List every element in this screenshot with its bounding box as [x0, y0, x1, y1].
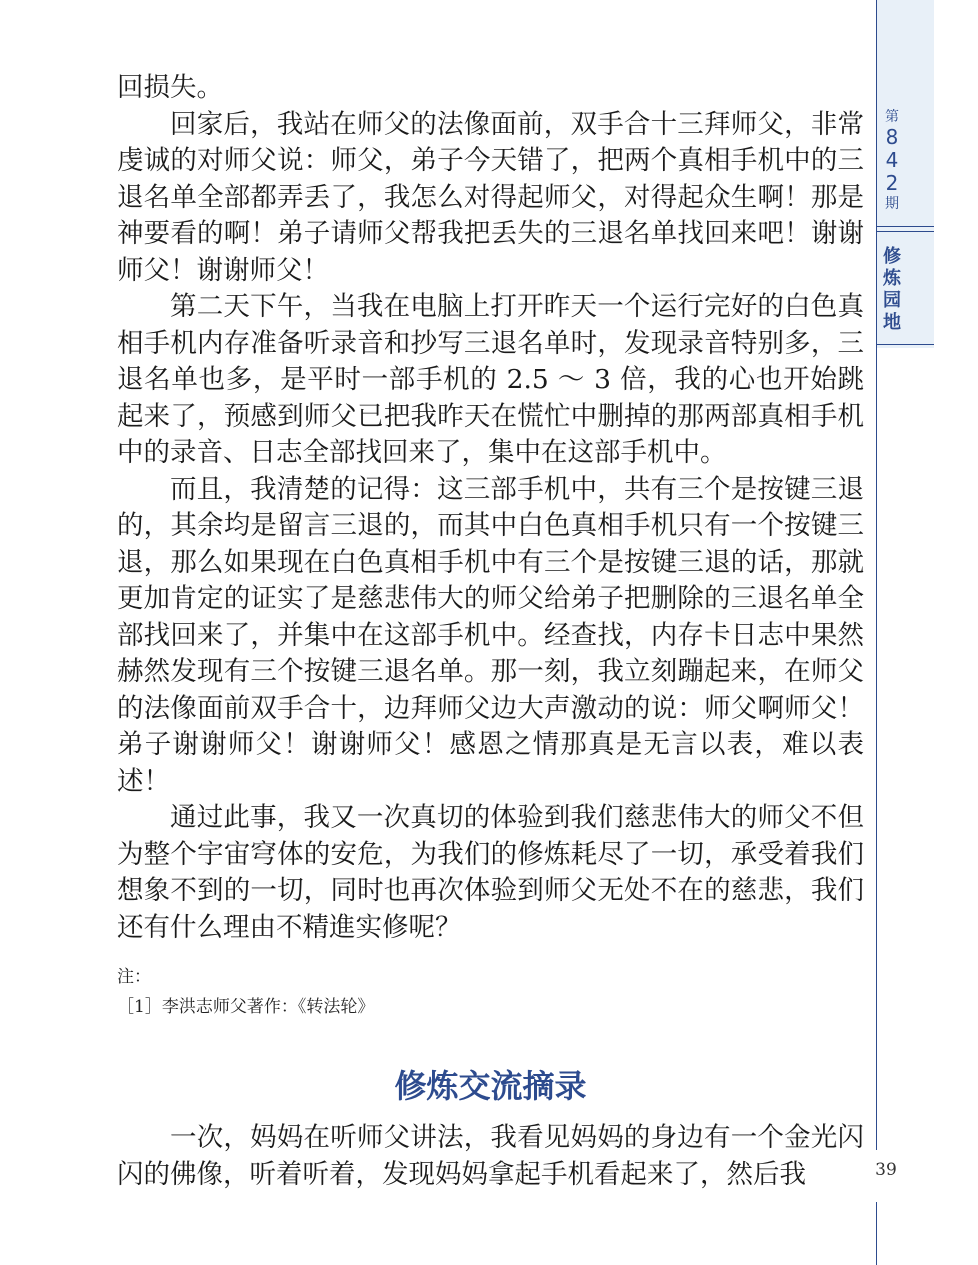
paragraph: 回损失。: [117, 72, 223, 103]
section-char: 地: [883, 312, 901, 333]
sidebar-separator: [877, 344, 934, 345]
paragraph: 一次，妈妈在听师父讲法，我看见妈妈的身边有一个金光闪闪的佛像，听着听着，发现妈妈拿起手机看起来了，然后我: [117, 1122, 864, 1190]
issue-digit: 2: [885, 171, 899, 195]
paragraph: 通过此事，我又一次真切的体验到我们慈悲伟大的师父不但为整个宇宙穹体的安危，为我们的修炼耗尽了一切，承受着我们想象不到的一切，同时也再次体验到师父无处不在的慈悲，我们还有什么理由不精進实修呢？: [117, 802, 864, 943]
paragraph: 而且，我清楚的记得：这三部手机中，共有三个是按键三退的，其余均是留言三退的，而其中白色真相手机只有一个按键三退，那么如果现在白色真相手机中有三个是按键三退的话，那就更加肯定的证实了是慈悲伟大的师父给弟子把删除的三退名单全部找回来了，并集中在这部手机中。经查找，内存卡日志中果然赫然发现有三个按键三退名单。那一刻，我立刻蹦起来，在师父的法像面前双手合十，边拜师父边大声激动的说：师父啊师父！弟子谢谢师父！谢谢师父！感恩之情那真是无言以表，难以表述！: [117, 473, 864, 797]
page-number: 39: [875, 1160, 897, 1180]
paragraph: 第二天下午，当我在电脑上打开昨天一个运行完好的白色真相手机内存准备听录音和抄写三退名单时，发现录音特别多，三退名单也多，是平时一部手机的 2.5 ～ 3 倍，我的心也开始跳起来了，预感到师父已把我昨天在慌忙中删掉的那两部真相手机中的录音、日志全部找回来了，集中在这部手机中。: [117, 291, 864, 468]
issue-prefix: 第: [885, 109, 899, 125]
footnotes: [117, 962, 864, 1022]
issue-digit: 8: [885, 125, 899, 149]
section-label: [877, 246, 907, 334]
article-title: 修炼交流摘录: [394, 1067, 587, 1105]
paragraph: 回家后，我站在师父的法像面前，双手合十三拜师父，非常虔诚的对师父说：师父，弟子今天错了，把两个真相手机中的三退名单全部都弄丢了，我怎么对得起师父，对得起众生啊！那是神要看的啊！弟子请师父帮我把丢失的三退名单找回来吧！谢谢师父！谢谢师父！: [117, 108, 864, 286]
article-body: [117, 70, 864, 1193]
sidebar-separator: [877, 226, 934, 227]
section-char: 园: [883, 290, 901, 311]
footnote: ［1］李洪志师父著作：《转法轮》: [117, 997, 375, 1017]
section-char: 修: [883, 246, 901, 267]
issue-digit: 4: [885, 148, 899, 172]
notes-label: 注：: [117, 967, 151, 987]
issue-suffix: 期: [885, 196, 899, 212]
section-char: 炼: [883, 268, 901, 289]
sidebar-separator: [877, 231, 934, 232]
issue-label: [877, 108, 907, 213]
